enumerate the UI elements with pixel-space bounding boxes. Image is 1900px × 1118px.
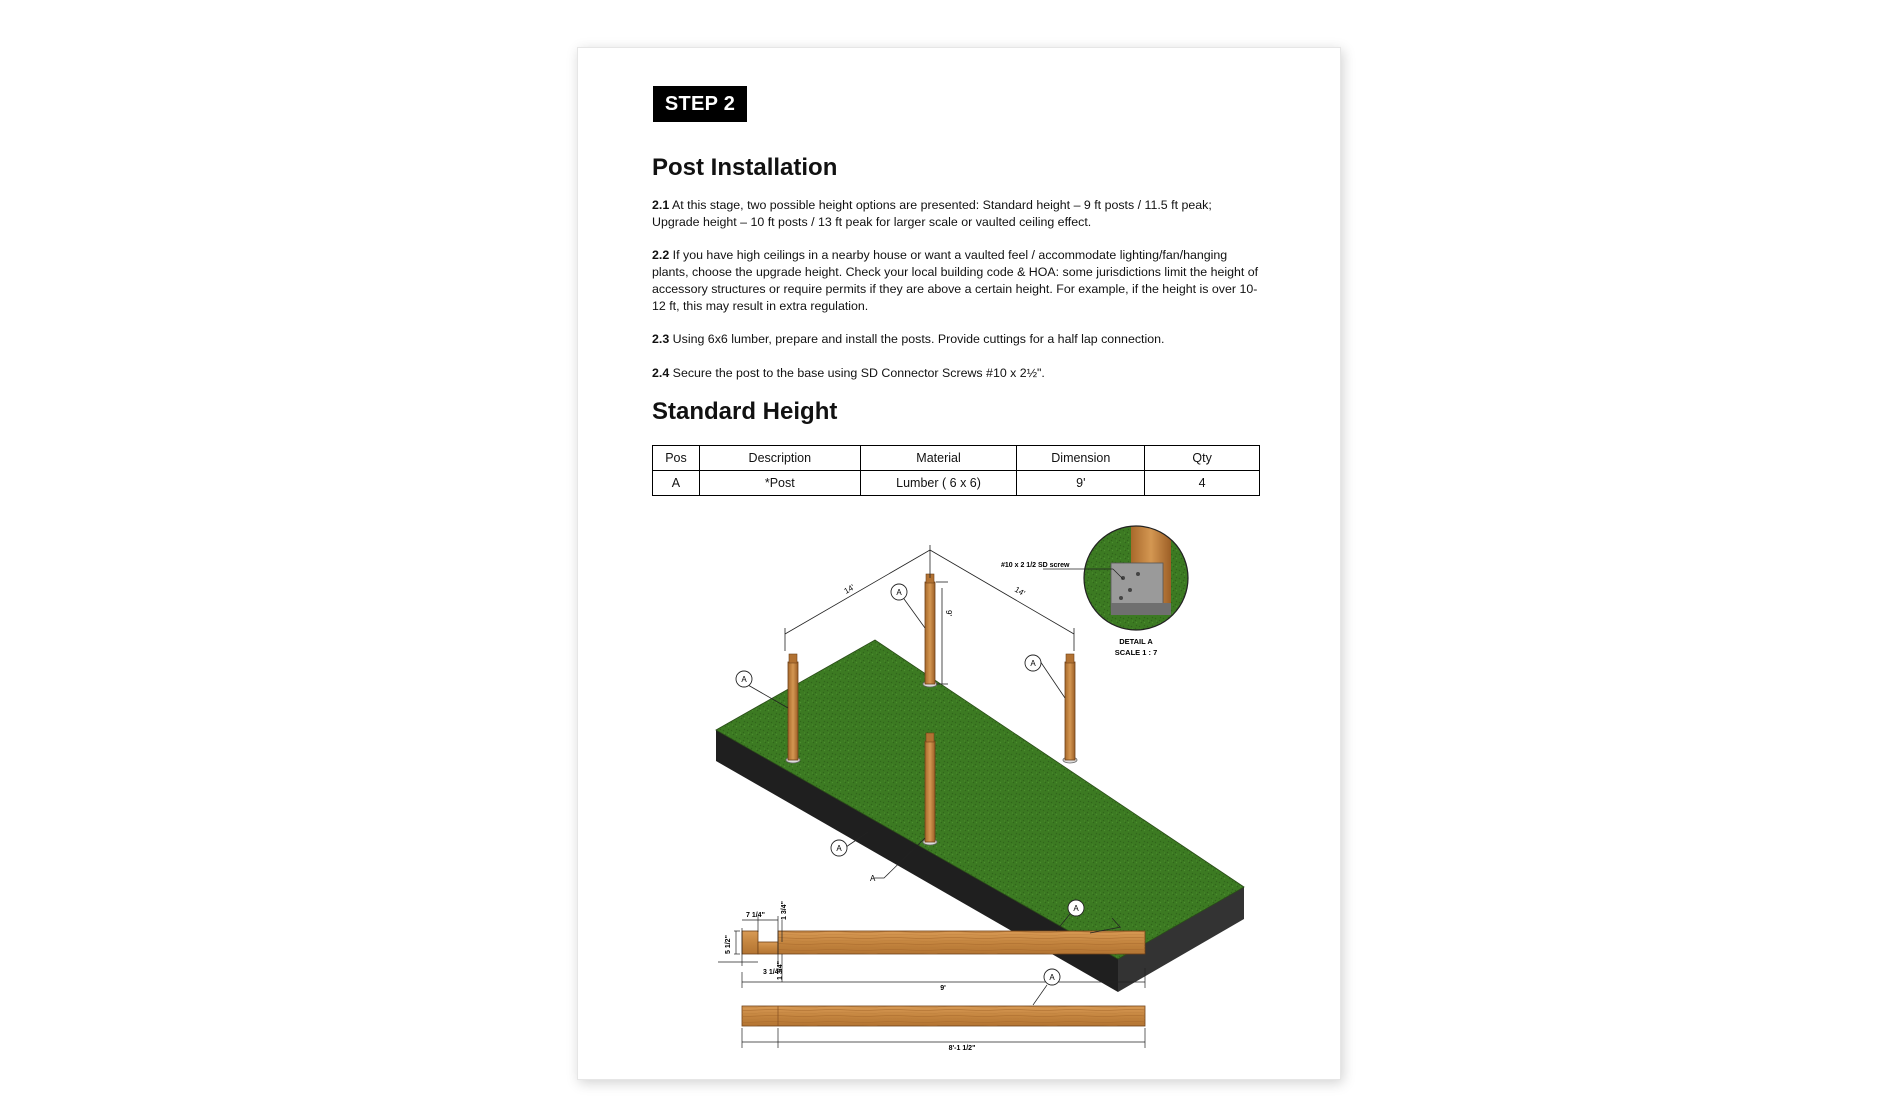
dim-post-width: 5 1/2" [725,935,732,954]
callout-a-label: A [870,874,876,883]
table-cell: Lumber ( 6 x 6) [860,471,1017,496]
detail-title: DETAIL A [1119,637,1153,646]
dim-cut-length: 7 1/4" [746,912,765,919]
svg-text:A: A [1030,659,1036,668]
post-installation-drawing [578,48,1340,1079]
table-cell: 9' [1017,471,1145,496]
callout-a [736,671,752,687]
section-title-post-installation: Post Installation [652,154,838,181]
callout-a [1044,969,1060,985]
svg-text:A: A [896,588,902,597]
paragraph-text: If you have high ceilings in a nearby house or want a vaulted feel / accommodate lighting/fan/hanging plants, choose the upgrade height. Check your local building code & HOA: some jurisdictions limit the height of accessory structures or require permits if they are above a certain height. For example, if the height is over 10-12 ft, this may result in extra regulation. [652,248,1259,313]
detail-a-view [1043,526,1188,630]
table-cell: *Post [699,471,860,496]
svg-text:A: A [1073,904,1079,913]
callout-a [1025,655,1041,671]
post-side-view [742,1006,1145,1026]
column-header: Dimension [1017,446,1145,471]
dim-cut-offset: 3 1/4" [763,969,782,976]
dim-post-height: 9' [944,610,953,616]
dim-width-left: 14' [842,582,857,596]
callout-a [1068,900,1084,916]
detail-scale: SCALE 1 : 7 [1114,648,1158,657]
column-header: Material [860,446,1017,471]
column-header: Qty [1145,446,1260,471]
table-cell: A [653,471,700,496]
dim-post-length: 9' [940,985,946,992]
paragraph-text: Secure the post to the base using SD Connector Screws #10 x 2½". [669,366,1045,380]
table-cell: 4 [1145,471,1260,496]
paragraph-number: 2.2 [652,248,670,262]
paragraph-text: Using 6x6 lumber, prepare and install the posts. Provide cuttings for a half lap connection. [669,332,1165,346]
post [923,574,937,687]
screw-label: #10 x 2 1/2 SD screw [1001,562,1070,569]
post [786,654,800,763]
document-page [577,47,1341,1080]
svg-text:A: A [1049,973,1055,982]
post [1063,654,1077,763]
svg-text:A: A [741,675,747,684]
callout-a [831,840,847,856]
dim-cut-depth-bottom: 1 3/4" [777,961,784,980]
callout-a [891,584,907,600]
paragraph-number: 2.3 [652,332,670,346]
post [923,733,937,845]
section-title-standard-height: Standard Height [652,398,838,425]
column-header: Description [699,446,860,471]
dim-width-right: 14' [1013,584,1027,598]
paragraph-text: At this stage, two possible height options are presented: Standard height – 9 ft posts / 11.5 ft peak; Upgrade height – 10 ft posts / 13 ft peak for larger scale or vaulted ceiling effect. [652,198,1212,229]
column-header: Pos [653,446,700,471]
paragraph-number: 2.4 [652,366,670,380]
dim-cut-depth-top: 1 3/4" [781,901,788,920]
dim-post-length-2: 8'-1 1/2" [948,1045,976,1052]
post-side-view [742,931,1145,954]
step-badge: STEP 2 [653,86,747,122]
paragraph-number: 2.1 [652,198,670,212]
svg-text:A: A [836,844,842,853]
